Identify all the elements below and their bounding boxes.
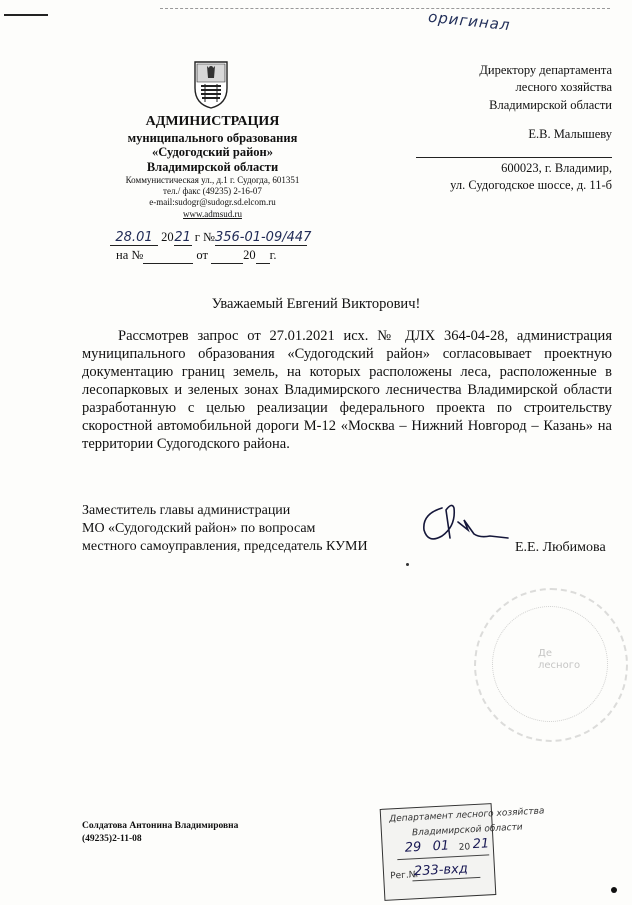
signer-line3: местного самоуправления, председатель КУМИ — [82, 539, 368, 555]
sender-block — [110, 114, 315, 219]
number-label: г № — [194, 230, 215, 244]
stamp-reg-label: Рег.№ — [389, 870, 419, 882]
sender-line3: «Судогодский район» — [152, 145, 273, 160]
sender-address: Коммунистическая ул., д.1 г. Судогда, 601351 — [125, 174, 300, 185]
year-prefix: 20 — [161, 230, 174, 244]
stamp-day: 29 — [404, 839, 422, 856]
recipient-line2: лесного хозяйства — [515, 80, 612, 95]
faint-stamp-impression — [474, 588, 628, 742]
signer-block — [82, 502, 368, 557]
signer-line1: Заместитель главы администрации — [82, 503, 291, 518]
faint-stamp-caption1: Де — [538, 648, 552, 659]
sender-line4: Владимирской области — [146, 160, 279, 175]
signer-line2: МО «Судогодский район» по вопросам — [82, 521, 316, 537]
sender-website-link[interactable]: www.admsud.ru — [183, 208, 242, 219]
recipient-address2: ул. Судогодское шоссе, д. 11-б — [450, 178, 612, 193]
handwritten-original-note: оригинал — [427, 7, 512, 35]
scan-mark — [4, 14, 48, 16]
coat-of-arms-emblem — [193, 58, 229, 110]
recipient-line3: Владимирской области — [489, 97, 612, 112]
performer-phone: (49235)2-11-08 — [82, 834, 142, 845]
stamp-line1: Департамент лесного хозяйства — [388, 806, 545, 825]
performer-block — [82, 820, 238, 847]
stamp-month: 01 — [432, 838, 450, 855]
body-paragraph: Рассмотрев запрос от 27.01.2021 исх. № ДЛХ 364-04-28, администрация муниципального образования «Судогодский район» согласовывает проектную документацию границ земель, на которых расположены леса, расположенные в лесопарковых и зеленых зонах Владимирского лесничества Владимирской области разработанную с целью реализации федерального проекта по строительству скоростной автомобильной дороги М-12 «Москва – Нижний Новгород – Казань» на территории Судогодского района. — [82, 328, 612, 452]
handwritten-date: 28.01 — [115, 230, 153, 245]
sender-email: e-mail:sudogr@sudogr.sd.elcom.ru — [149, 197, 276, 208]
faint-stamp-caption2: лесного — [538, 660, 581, 671]
signer-name: Е.Е. Любимова — [515, 540, 606, 555]
scan-dot — [611, 887, 617, 893]
year-suffix-2: г. — [269, 248, 277, 262]
letter-body — [82, 328, 612, 454]
sender-line2: муниципального образования — [127, 130, 298, 145]
recipient-address1: 600023, г. Владимир, — [501, 161, 612, 175]
handwritten-year: 21 — [174, 230, 191, 245]
reference-registration-line — [116, 248, 276, 264]
recipient-name: Е.В. Малышеву — [528, 126, 612, 141]
handwritten-signature — [412, 500, 510, 550]
recipient-divider — [416, 157, 612, 158]
recipient-block — [416, 62, 612, 195]
stamp-year-prefix: 20 — [458, 842, 471, 853]
handwritten-outgoing-number: 356-01-09/447 — [214, 230, 312, 245]
on-number-label: на № — [116, 248, 144, 262]
from-label: от — [196, 248, 208, 262]
scan-edge-line — [160, 8, 610, 10]
year-prefix-2: 20 — [243, 248, 256, 262]
recipient-line1: Директору департамента — [479, 63, 612, 77]
sender-title: АДМИНИСТРАЦИЯ — [145, 114, 280, 129]
scan-dot — [406, 563, 409, 566]
stamp-line2: Владимирской области — [411, 822, 523, 839]
stamp-year: 21 — [472, 836, 490, 853]
stamp-reg-number: 233-вхд — [413, 861, 469, 880]
outgoing-registration-line — [110, 230, 312, 246]
incoming-registration-stamp — [380, 803, 545, 901]
sender-phone: тел./ факс (49235) 2-16-07 — [163, 186, 262, 197]
performer-name: Солдатова Антонина Владимировна — [82, 821, 239, 831]
salutation: Уважаемый Евгений Викторович! — [211, 296, 421, 312]
